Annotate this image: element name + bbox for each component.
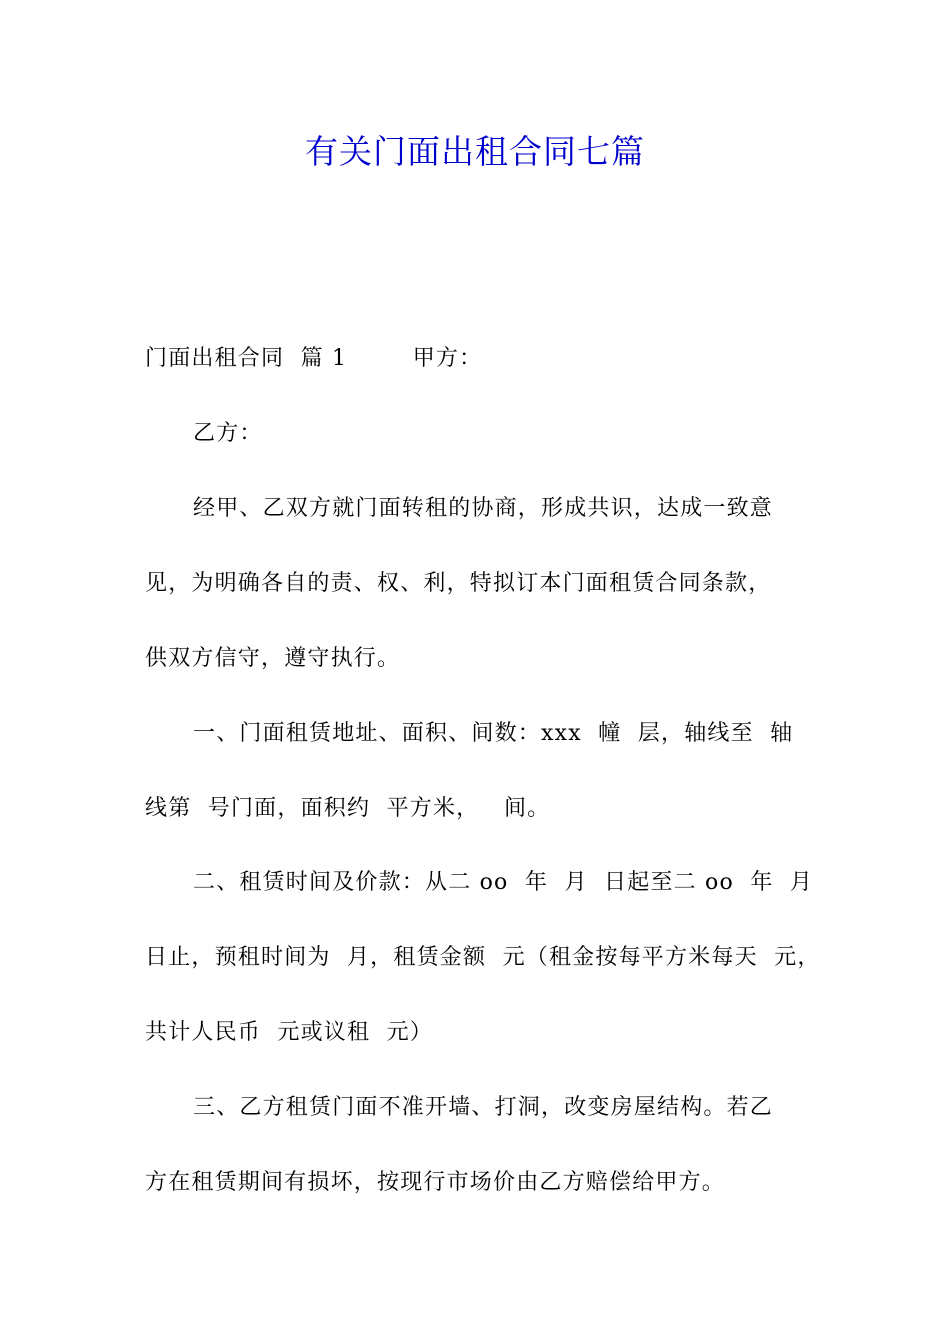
- clause-1-line: 一、门面租赁地址、面积、间数：xxx 幢 层，轴线至 轴: [193, 721, 794, 746]
- clause-2-line: 共计人民币 元或议租 元）: [145, 1020, 433, 1045]
- paragraph-line: 见，为明确各自的责、权、利，特拟订本门面租赁合同条款，: [145, 571, 772, 596]
- clause-2-line: 日止，预租时间为 月，租赁金额 元（租金按每平方米每天 元，: [145, 945, 821, 970]
- clause-3-line: 三、乙方租赁门面不准开墙、打洞，改变房屋结构。若乙: [193, 1095, 774, 1120]
- clause-2-line: 二、租赁时间及价款：从二 oo 年 月 日起至二 oo 年 月: [193, 870, 814, 895]
- paragraph-line: 供双方信守，遵守执行。: [145, 646, 401, 671]
- document-title: 有关门面出租合同七篇: [305, 132, 645, 171]
- contract-heading-line: 门面出租合同 篇 1 甲方：: [145, 346, 483, 371]
- clause-3-line: 方在租赁期间有损坏，按现行市场价由乙方赔偿给甲方。: [145, 1170, 726, 1195]
- party-b-line: 乙方：: [193, 421, 263, 446]
- paragraph-line: 经甲、乙双方就门面转租的协商，形成共识，达成一致意: [193, 496, 774, 521]
- clause-1-line: 线第 号门面，面积约 平方米， 间。: [145, 796, 551, 821]
